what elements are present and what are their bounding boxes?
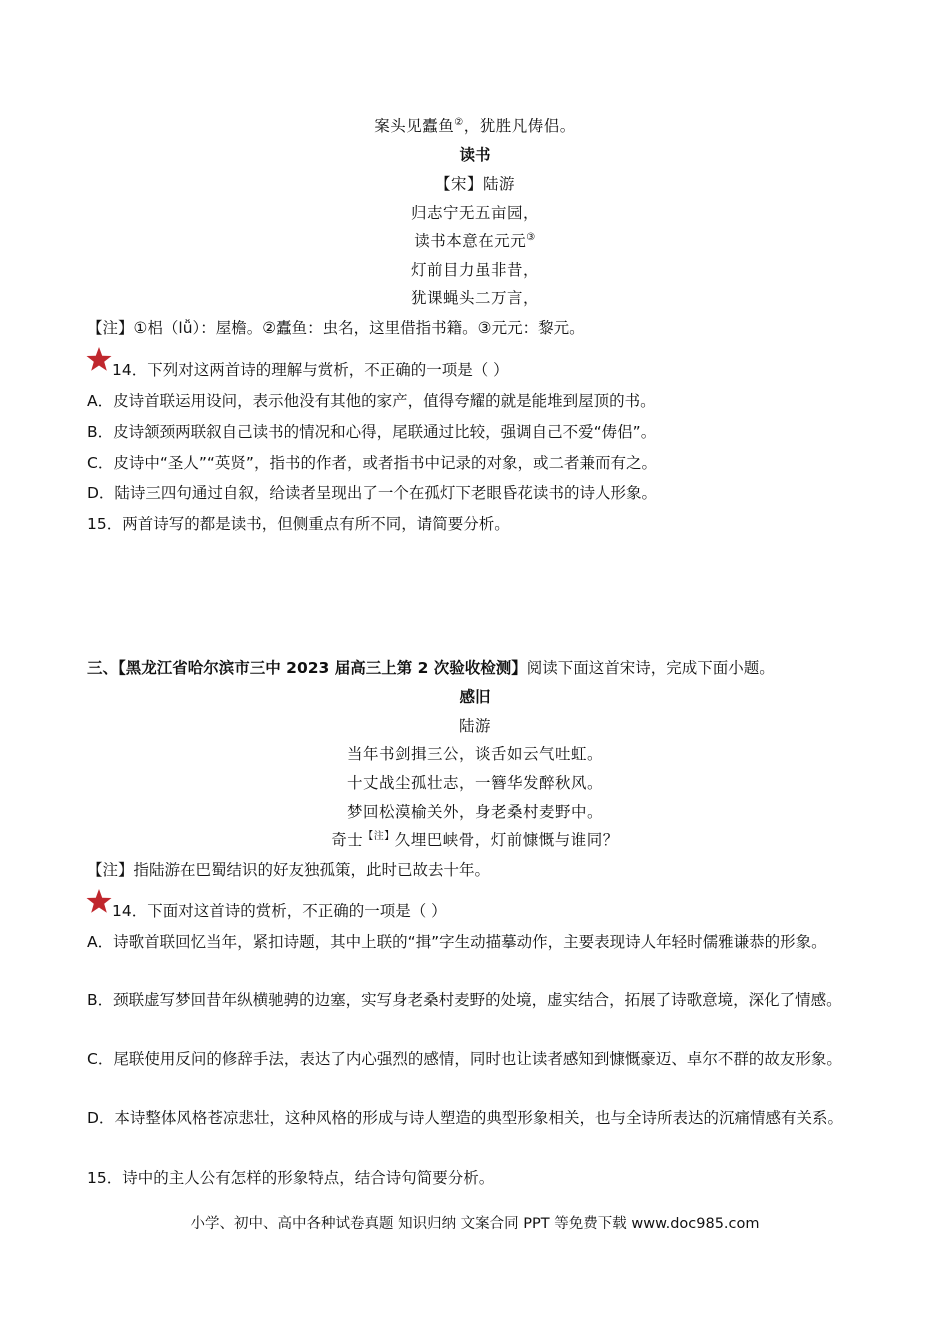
poem3-line-4-start: 奇士: [331, 831, 364, 849]
question-14-part1: 14．下列对这两首诗的理解与赏析，不正确的一项是（ ）: [112, 361, 509, 379]
section-instruction: 阅读下面这首宋诗，完成下面小题。: [526, 659, 775, 677]
footnote-marker: ③: [526, 232, 536, 243]
question-14-part3: 14．下面对这首诗的赏析，不正确的一项是（ ）: [112, 902, 447, 920]
poem3-line-2: 十丈战尘孤壮志，一簪华发醉秋风。: [346, 774, 603, 792]
poem2-line-4: 犹课蝇头二万言，: [410, 289, 539, 307]
poem3-line-4: [0, 830, 950, 850]
poem3-line-1: 当年书剑揖三公，谈舌如云气吐虹。: [346, 745, 603, 763]
poem1-last-line-tail: ，犹胜凡俦侣。: [463, 117, 576, 135]
poem3-author: 陆游: [458, 717, 491, 735]
poem3-line-3: 梦回松漠榆关外，身老桑村麦野中。: [346, 803, 603, 821]
option-d-part1: D．陆诗三四句通过自叙，给读者呈现出了一个在孤灯下老眼昏花读书的诗人形象。: [87, 484, 657, 502]
option-b-part1: B．皮诗颔颈两联叙自己读书的情况和心得，尾联通过比较，强调自己不爱“俦侣”。: [87, 423, 657, 441]
option-c-part1: C．皮诗中“圣人”“英贤”，指书的作者，或者指书中记录的对象，或二者兼而有之。: [87, 454, 657, 472]
poem2-line-2-text: 读书本意在元元: [414, 232, 527, 250]
poem3-title: 感旧: [459, 688, 491, 706]
section-three-heading: [87, 658, 775, 678]
question-15-part1: 15．两首诗写的都是读书，但侧重点有所不同，请简要分析。: [87, 515, 510, 533]
footnote-marker: 【注】: [363, 831, 395, 842]
section-source: 【黑龙江省哈尔滨市三中 2023 届高三上第 2 次验收检测】: [118, 659, 527, 677]
section-number: 三、: [87, 659, 119, 677]
poem2-line-2: [0, 231, 950, 251]
poem2-line-1: 归志宁无五亩园，: [410, 204, 539, 222]
part3-note: 【注】指陆游在巴蜀结识的好友独孤策，此时已故去十年。: [87, 861, 491, 879]
star-icon: [86, 346, 112, 372]
option-a-part1: A．皮诗首联运用设问，表示他没有其他的家产，值得夸耀的就是能堆到屋顶的书。: [87, 392, 656, 410]
poem2-author: 【宋】陆游: [434, 175, 515, 193]
footnote-marker: ②: [454, 117, 464, 128]
question-15-part3: 15．诗中的主人公有怎样的形象特点，结合诗句简要分析。: [87, 1169, 495, 1187]
star-icon: [86, 888, 112, 914]
option-b-part3: B．颈联虚写梦回昔年纵横驰骋的边塞，实写身老桑村麦野的处境，虚实结合，拓展了诗歌意境，深化了情感。: [87, 991, 842, 1009]
poem3-line-4-end: 久埋巴峡骨，灯前慷慨与谁同？: [394, 831, 619, 849]
page-footer: 小学、初中、高中各种试卷真题 知识归纳 文案合同 PPT 等免费下载 www.doc985.com: [190, 1216, 760, 1232]
poem2-line-3: 灯前目力虽非昔，: [410, 261, 539, 279]
poem1-last-line-text: 案头见蠹鱼: [374, 117, 455, 135]
option-d-part3: D．本诗整体风格苍凉悲壮，这种风格的形成与诗人塑造的典型形象相关，也与全诗所表达的沉痛情感有关系。: [87, 1109, 843, 1127]
poem1-last-line: [0, 116, 950, 136]
part1-note: 【注】①梠（lǚ）：屋檐。②蠹鱼：虫名，这里借指书籍。③元元：黎元。: [87, 319, 585, 337]
option-c-part3: C．尾联使用反问的修辞手法，表达了内心强烈的感情，同时也让读者感知到慷慨豪迈、卓尔不群的故友形象。: [87, 1050, 842, 1068]
poem2-title: 读书: [459, 146, 491, 164]
option-a-part3: A．诗歌首联回忆当年，紧扣诗题，其中上联的“揖”字生动描摹动作，主要表现诗人年轻时儒雅谦恭的形象。: [87, 933, 827, 951]
